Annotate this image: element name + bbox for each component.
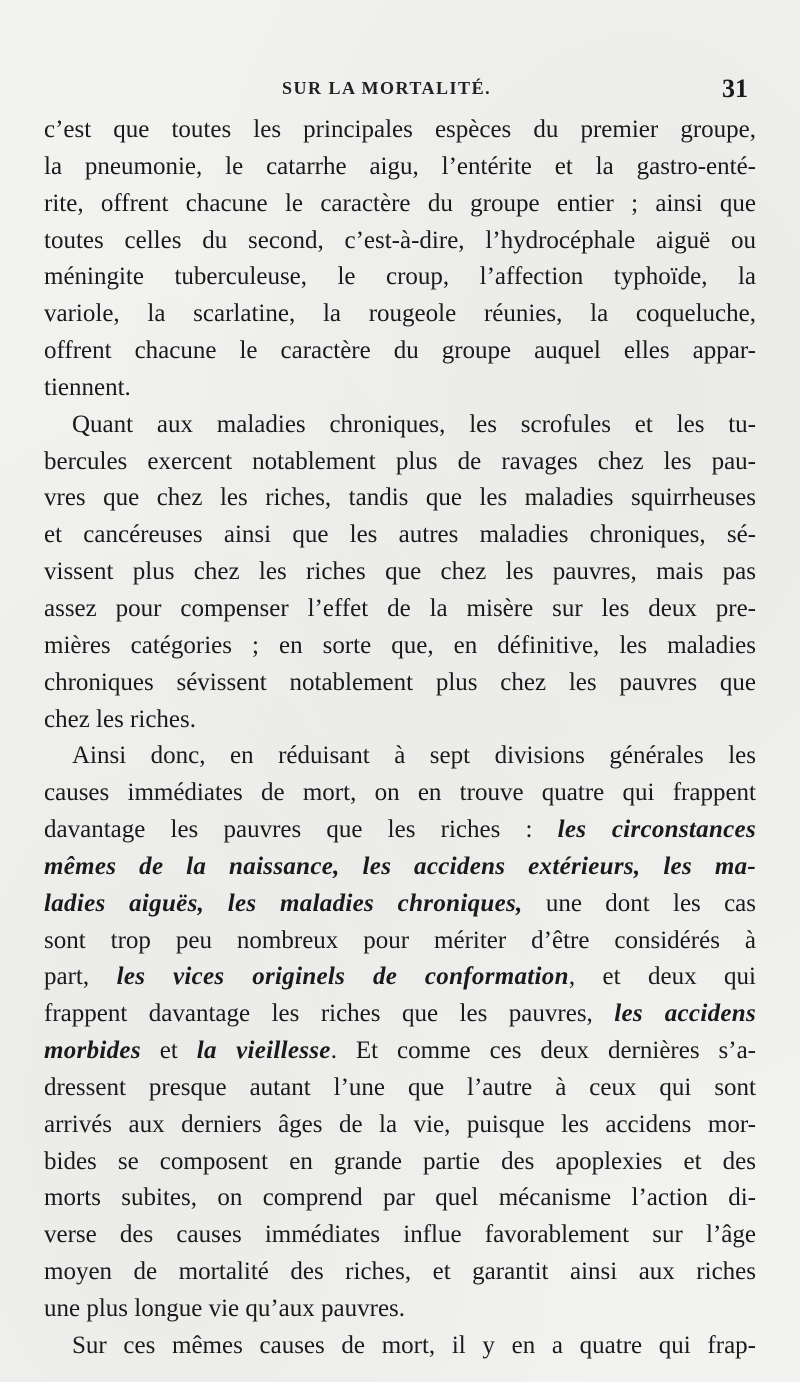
text-line: Quant aux maladies chroniques, les scrofules et les tu- — [72, 410, 756, 438]
text-line: c’est que toutes les principales espèces du premier groupe, — [44, 116, 756, 143]
text-line: bercules exercent notablement plus de ravages chez les pau- — [44, 447, 756, 475]
text-line: une plus longue vie qu’aux pauvres. — [44, 1295, 406, 1322]
text-line: bides se composent en grande partie des apoplexies et des — [44, 1147, 756, 1175]
text-line — [44, 996, 756, 1033]
text-run: une dont les cas — [522, 889, 756, 917]
text-line: causes immédiates de mort, on en trouve quatre qui frappent — [44, 779, 756, 807]
text-line: dressent presque autant l’une que l’autre à ceux qui sont — [44, 1073, 756, 1101]
italic-run: morbides — [44, 1037, 141, 1065]
running-title: SUR LA MORTALITÉ. — [282, 78, 492, 98]
text-line: variole, la scarlatine, la rougeole réunies, la coqueluche, — [44, 300, 756, 328]
text-line: chez les riches. — [44, 705, 197, 733]
text-run: et — [140, 1037, 197, 1065]
text-run: , et deux qui — [568, 963, 756, 991]
text-line: offrent chacune le caractère du groupe auquel elles appar- — [44, 337, 756, 365]
italic-run: les circonstances — [557, 816, 756, 844]
text-line: morts subites, on comprend par quel mécanisme l’action di- — [44, 1184, 756, 1212]
body-text — [44, 112, 756, 1365]
italic-run: la vieillesse — [196, 1037, 331, 1065]
text-line: moyen de mortalité des riches, et garantit ainsi aux riches — [44, 1258, 756, 1286]
text-line: Ainsi donc, en réduisant à sept divisions générales les — [72, 742, 756, 770]
text-line: et cancéreuses ainsi que les autres maladies chroniques, sé- — [44, 521, 756, 549]
text-line: mières catégories ; en sorte que, en définitive, les maladies — [44, 631, 756, 659]
text-line: méningite tuberculeuse, le croup, l’affection typhoïde, la — [44, 263, 756, 291]
text-line — [44, 849, 756, 886]
text-run: davantage les pauvres que les riches : — [44, 816, 558, 844]
text-line — [44, 1033, 756, 1070]
text-run: part, — [44, 963, 117, 991]
page-header — [0, 72, 800, 108]
text-line: Sur ces mêmes causes de mort, il y en a quatre qui frap- — [72, 1331, 756, 1359]
italic-run: les accidens — [614, 1000, 756, 1028]
text-run: frappent davantage les riches que les pauvres, — [44, 1000, 615, 1028]
text-run: . Et comme ces deux dernières s’a- — [330, 1037, 756, 1065]
page-number: 31 — [722, 74, 748, 103]
text-line: arrivés aux derniers âges de la vie, puisque les accidens mor- — [44, 1110, 756, 1138]
text-line: chroniques sévissent notablement plus chez les pauvres que — [44, 668, 756, 696]
italic-run: mêmes de la naissance, les accidens extérieurs, les ma- — [44, 852, 756, 880]
text-line: vissent plus chez les riches que chez les pauvres, mais pas — [44, 558, 756, 586]
italic-run: les vices originels de conformation — [116, 963, 569, 991]
text-line: assez pour compenser l’effet de la misère sur les deux pre- — [44, 594, 756, 622]
text-line — [44, 886, 756, 923]
text-line: sont trop peu nombreux pour mériter d’être considérés à — [44, 926, 756, 954]
text-line: la pneumonie, le catarrhe aigu, l’entérite et la gastro-enté- — [44, 152, 756, 180]
text-line — [44, 959, 756, 996]
text-line: vres que chez les riches, tandis que les maladies squirrheuses — [44, 484, 756, 512]
text-line: tiennent. — [44, 373, 131, 401]
italic-run: ladies aiguës, les maladies chroniques, — [44, 889, 523, 917]
text-line: verse des causes immédiates influe favorablement sur l’âge — [44, 1221, 756, 1249]
text-line: rite, offrent chacune le caractère du groupe entier ; ainsi que — [44, 189, 756, 217]
text-line — [44, 812, 756, 849]
text-line: toutes celles du second, c’est-à-dire, l’hydrocéphale aiguë ou — [44, 226, 756, 254]
